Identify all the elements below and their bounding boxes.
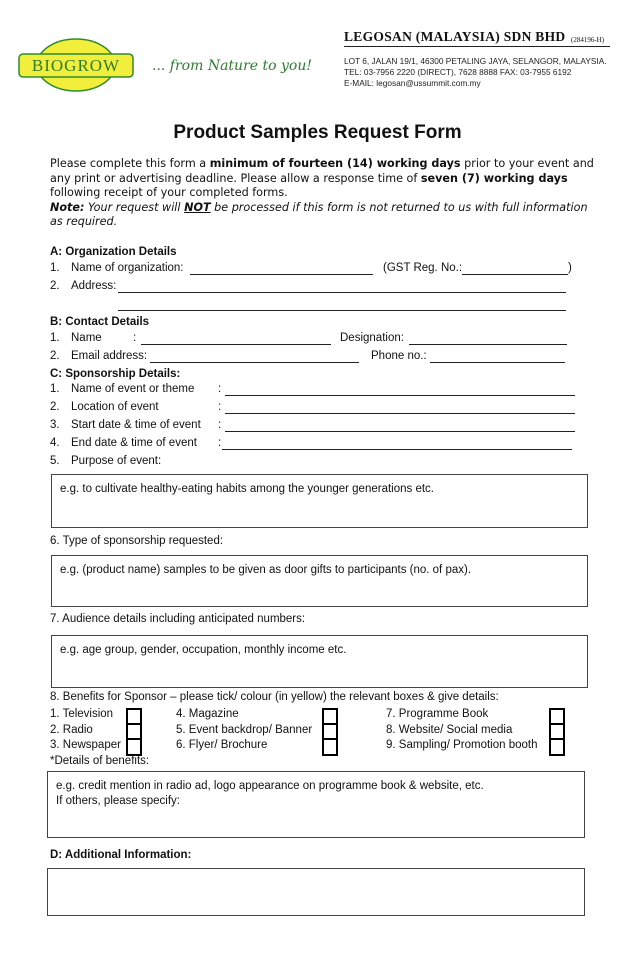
benefit-website: 8. Website/ Social media [386,724,513,736]
item-number: 1. [50,383,60,395]
event-name-label: Name of event or theme [71,383,195,395]
designation-label: Designation: [340,332,404,344]
contact-name-label: Name [71,332,102,344]
intro-text-a: Please complete this form a [50,157,210,170]
purpose-textbox[interactable] [51,474,588,528]
purpose-label: Purpose of event: [71,455,162,467]
address-field-1[interactable] [118,292,566,293]
note-label: Note: [50,200,85,214]
benefit-radio: 2. Radio [50,724,93,736]
benefit-magazine: 4. Magazine [176,708,239,720]
audience-placeholder: e.g. age group, gender, occupation, monthly income etc. [60,644,347,656]
email-label: Email address: [71,350,148,362]
audience-label: 7. Audience details including anticipated numbers: [50,613,306,625]
benefit-flyer: 6. Flyer/ Brochure [176,739,268,751]
note-text-b: be processed if this form is not returned to us with full information as required. [50,200,588,228]
phone-label: Phone no.: [371,350,427,362]
event-location-label: Location of event [71,401,159,413]
item-number: 2. [50,350,60,362]
benefit-television: 1. Television [50,708,114,720]
intro-deadline: minimum of fourteen (14) working days [209,157,461,170]
checkbox-newspaper[interactable] [126,738,142,756]
event-start-colon: : [218,419,222,431]
gst-field[interactable] [462,274,568,275]
additional-info-textbox[interactable] [47,868,585,916]
note-text-a: Your request will [84,200,185,214]
item-number: 3. [50,419,60,431]
phone-field[interactable] [430,362,565,363]
header-rule [344,46,610,47]
details-textbox[interactable] [47,771,585,838]
section-d-heading: D: Additional Information: [50,849,192,861]
benefit-backdrop: 5. Event backdrop/ Banner [176,724,313,736]
intro-response-time: seven (7) working days [420,171,568,185]
section-c-heading: C: Sponsorship Details: [50,368,181,380]
benefit-newspaper: 3. Newspaper [50,739,121,751]
details-label: *Details of benefits: [50,755,150,767]
event-name-colon: : [218,383,222,395]
gst-close: ) [568,262,572,274]
section-a-heading: A: Organization Details [50,246,177,258]
item-number: 1. [50,332,60,344]
intro-note [50,201,595,230]
item-number: 1. [50,262,60,274]
form-title: Product Samples Request Form [173,122,462,143]
event-name-field[interactable] [225,395,575,396]
event-location-field[interactable] [225,413,575,414]
address-line-1: LOT 6, JALAN 19/1, 46300 PETALING JAYA, SELANGOR, MALAYSIA. [344,56,607,66]
org-name-field[interactable] [190,274,373,275]
biogrow-logo [17,37,135,93]
event-end-label: End date & time of event [71,437,197,449]
contact-name-field[interactable] [141,344,331,345]
intro-paragraph [50,157,595,201]
contact-name-colon: : [133,332,137,344]
checkbox-flyer[interactable] [322,738,338,756]
benefit-programme-book: 7. Programme Book [386,708,489,720]
address-line-3: E-MAIL: legosan@ussummit.com.my [344,78,481,88]
intro-text-c: prior to your event and any print or advertising deadline. Please allow a response time of [50,157,594,185]
gst-label: (GST Reg. No.: [383,262,463,274]
intro-text-e: following receipt of your completed forms. [50,186,288,199]
logo-text: BIOGROW [31,56,121,75]
sponsorship-type-placeholder: e.g. (product name) samples to be given as door gifts to participants (no. of pax). [60,564,472,576]
purpose-placeholder: e.g. to cultivate healthy-eating habits among the younger generations etc. [60,483,434,495]
company-name: LEGOSAN (MALAYSIA) SDN BHD [344,29,566,44]
item-number: 2. [50,401,60,413]
checkbox-sampling[interactable] [549,738,565,756]
email-field[interactable] [150,362,359,363]
tagline: ... from Nature to you! [152,58,312,74]
note-not: NOT [184,200,211,214]
audience-textbox[interactable] [51,635,588,688]
address-line-2: TEL: 03-7956 2220 (DIRECT), 7628 8888 FAX: 03-7955 6192 [344,67,572,77]
event-end-colon: : [218,437,222,449]
company-reg-no: (284196-H) [571,36,605,44]
item-number: 2. [50,280,60,292]
address-label: Address: [71,280,117,292]
item-number: 4. [50,437,60,449]
benefits-label: 8. Benefits for Sponsor – please tick/ colour (in yellow) the relevant boxes & give details: [50,691,499,703]
item-number: 5. [50,455,60,467]
section-b-heading: B: Contact Details [50,316,150,328]
intro-text [50,157,595,230]
org-name-label: Name of organization: [71,262,184,274]
event-start-label: Start date & time of event [71,419,201,431]
benefit-sampling: 9. Sampling/ Promotion booth [386,739,538,751]
details-placeholder-1: e.g. credit mention in radio ad, logo appearance on programme book & website, etc. [56,780,484,792]
event-end-field[interactable] [222,449,572,450]
sponsorship-type-textbox[interactable] [51,555,588,607]
event-location-colon: : [218,401,222,413]
designation-field[interactable] [409,344,567,345]
details-placeholder-2: If others, please specify: [56,795,181,807]
event-start-field[interactable] [225,431,575,432]
sponsorship-type-label: 6. Type of sponsorship requested: [50,535,224,547]
address-field-2[interactable] [118,310,566,311]
